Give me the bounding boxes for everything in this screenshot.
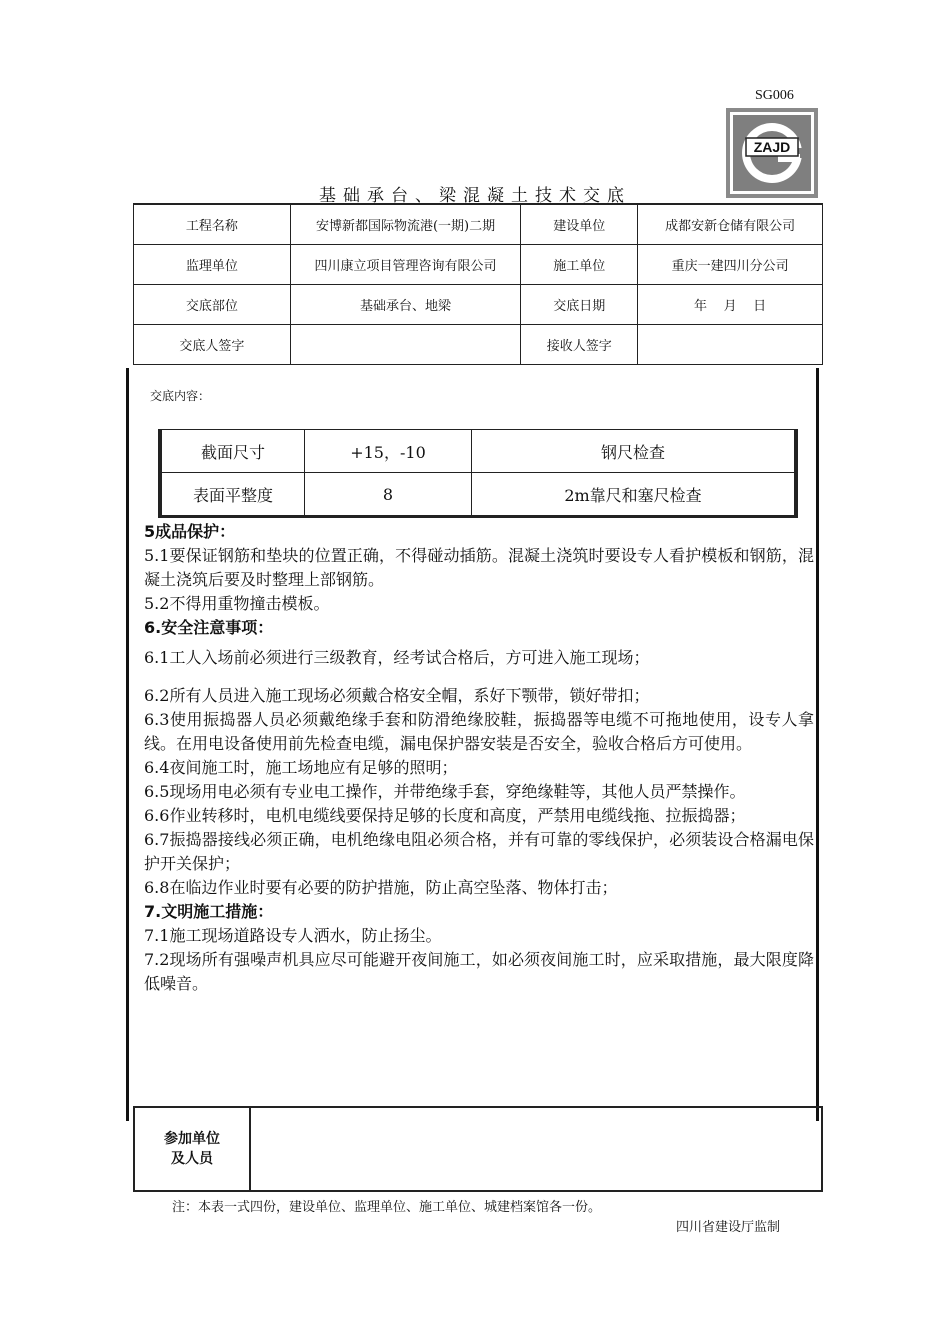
tolerance-item: 截面尺寸 xyxy=(162,430,305,473)
supervisor-value: 四川康立项目管理咨询有限公司 xyxy=(290,245,521,285)
section-6-4: 6.4夜间施工时，施工场地应有足够的照明； xyxy=(144,758,458,777)
discloser-sign-field xyxy=(290,325,521,365)
disclosure-content xyxy=(144,520,814,996)
section-5-title: 5成品保护： xyxy=(144,522,236,541)
contractor-value: 重庆一建四川分公司 xyxy=(638,245,823,285)
svg-text:ZAJD: ZAJD xyxy=(753,139,791,155)
table-row xyxy=(162,473,795,516)
participants-table xyxy=(133,1106,823,1192)
content-label: 交底内容： xyxy=(150,389,211,403)
receiver-sign-field xyxy=(638,325,823,365)
participants-field xyxy=(250,1107,822,1191)
section-6-2: 6.2所有人员进入施工现场必须戴合格安全帽，系好下颚带，锁好带扣； xyxy=(144,686,650,705)
form-code: SG006 xyxy=(755,88,794,103)
disclosure-part-value: 基础承台、地梁 xyxy=(290,285,521,325)
section-7-title: 7.文明施工措施： xyxy=(144,902,274,921)
section-6-6: 6.6作业转移时，电机电缆线要保持足够的长度和高度，严禁用电缆线拖、拉振捣器； xyxy=(144,806,746,825)
table-row xyxy=(162,430,795,473)
section-5-2: 5.2不得用重物撞击模板。 xyxy=(144,594,330,613)
info-row xyxy=(134,285,823,325)
builder-label: 建设单位 xyxy=(521,204,638,245)
tolerance-item: 表面平整度 xyxy=(162,473,305,516)
section-6-5: 6.5现场用电必须有专业电工操作，并带绝缘手套，穿绝缘鞋等，其他人员严禁操作。 xyxy=(144,782,746,801)
supervisor-label: 监理单位 xyxy=(134,245,291,285)
section-6-8: 6.8在临边作业时要有必要的防护措施，防止高空坠落、物体打击； xyxy=(144,878,618,897)
receiver-sign-label: 接收人签字 xyxy=(521,325,638,365)
section-6-7: 6.7振捣器接线必须正确，电机绝缘电阻必须合格，并有可靠的零线保护，必须装设合格漏电保护开关保护； xyxy=(144,830,814,873)
project-name-label: 工程名称 xyxy=(134,204,291,245)
tolerance-table xyxy=(158,429,798,518)
info-row xyxy=(134,245,823,285)
participants-row xyxy=(134,1107,822,1191)
disclosure-part-label: 交底部位 xyxy=(134,285,291,325)
section-7-1: 7.1施工现场道路设专人洒水，防止扬尘。 xyxy=(144,926,442,945)
project-name-value: 安博新都国际物流港(一期)二期 xyxy=(290,204,521,245)
tolerance-method: 2m靠尺和塞尺检查 xyxy=(472,473,795,516)
contractor-label: 施工单位 xyxy=(521,245,638,285)
document-title: 基础承台、梁混凝土技术交底 xyxy=(319,186,631,206)
section-6-3: 6.3使用振捣器人员必须戴绝缘手套和防滑绝缘胶鞋，振捣器等电缆不可拖地使用，设专人拿线。在用电设备使用前先检查电缆，漏电保护器安装是否安全，验收合格后方可使用。 xyxy=(144,710,814,753)
tolerance-value: +15，-10 xyxy=(305,430,472,473)
frame-left-border xyxy=(126,368,129,1121)
section-6-1: 6.1工人入场前必须进行三级教育，经考试合格后，方可进入施工现场； xyxy=(144,648,650,667)
disclosure-date-value: 年 月 日 xyxy=(638,285,823,325)
project-info-table xyxy=(133,203,823,365)
frame-right-border xyxy=(816,368,819,1121)
disclosure-date-label: 交底日期 xyxy=(521,285,638,325)
tolerance-value: 8 xyxy=(305,473,472,516)
participants-label-line1: 参加单位 xyxy=(164,1131,220,1147)
builder-value: 成都安新仓储有限公司 xyxy=(638,204,823,245)
section-7-2: 7.2现场所有强噪声机具应尽可能避开夜间施工，如必须夜间施工时，应采取措施，最大限度降低噪音。 xyxy=(144,950,814,993)
tolerance-method: 钢尺检查 xyxy=(472,430,795,473)
footer-note: 注：本表一式四份，建设单位、监理单位、施工单位、城建档案馆各一份。 xyxy=(172,1200,602,1215)
participants-label-line2: 及人员 xyxy=(171,1151,213,1167)
participants-label xyxy=(134,1107,250,1191)
discloser-sign-label: 交底人签字 xyxy=(134,325,291,365)
footer-maker: 四川省建设厅监制 xyxy=(676,1220,781,1235)
section-6-title: 6.安全注意事项： xyxy=(144,618,274,637)
section-5-1: 5.1要保证钢筋和垫块的位置正确，不得碰动插筋。混凝土浇筑时要设专人看护模板和钢筋，混凝土浇筑后要及时整理上部钢筋。 xyxy=(144,546,814,589)
info-row xyxy=(134,204,823,245)
info-row xyxy=(134,325,823,365)
